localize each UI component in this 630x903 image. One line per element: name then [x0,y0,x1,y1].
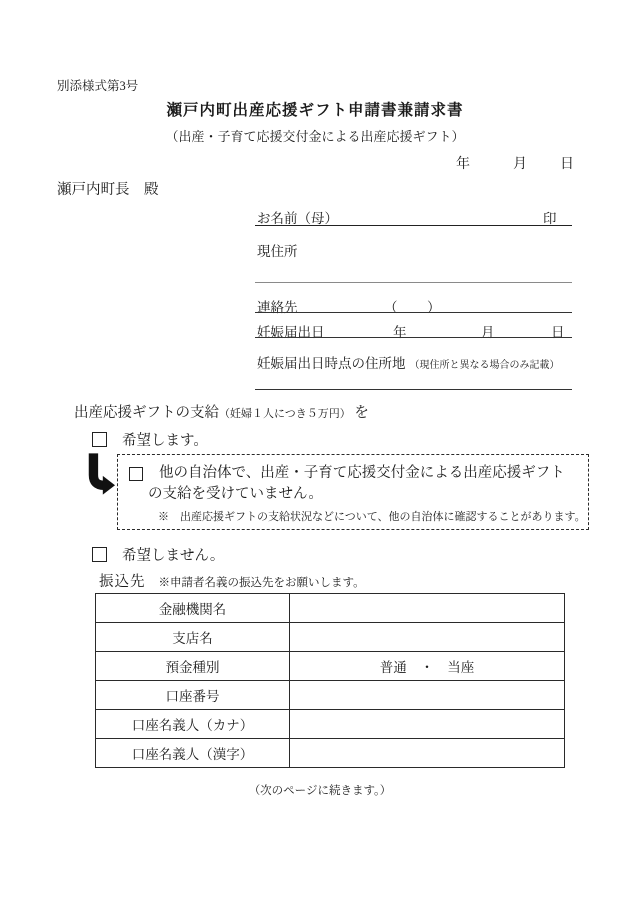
transfer-heading: 振込先 [99,574,146,590]
row-value-cell [290,739,565,768]
table-row [96,739,565,768]
name-label: お名前（母） [257,211,338,226]
declaration-line2: の支給を受けていません。 [148,486,323,502]
row-value-cell [290,623,565,652]
option-no-label: 希望しません。 [122,548,225,564]
contact-label: 連絡先 [257,300,298,315]
transfer-heading-note: ※申請者名義の振込先をお願いします。 [158,577,365,589]
contact-underline [255,312,572,313]
date-year-label: 年 [456,157,470,172]
row-value-cell: 普通 ・ 当座 [290,652,565,681]
address-underline [255,282,572,283]
row-label-cell: 金融機関名 [96,594,290,623]
gift-heading-suffix: を [354,405,369,421]
pregnancy-date-year: 年 [393,325,407,340]
declaration-box [117,454,589,530]
row-label-cell: 口座番号 [96,681,290,710]
bank-transfer-table [95,593,565,768]
address-label: 現住所 [257,244,298,259]
contact-paren-open: （ [384,300,398,315]
addressee: 瀬戸内町長 殿 [57,182,159,198]
pregnancy-date-label: 妊娠届出日 [257,325,325,340]
transfer-heading-row [99,570,365,591]
down-right-arrow-icon [85,450,115,498]
table-row [96,652,565,681]
form-number: 別添様式第3号 [57,79,139,93]
pregnancy-address-underline [255,389,572,390]
table-row [96,594,565,623]
checkbox-wish-yes [92,432,107,447]
checkbox-wish-no [92,547,107,562]
gift-heading-note: （妊婦１人につき５万円） [219,408,351,420]
contact-paren-close: ） [427,300,441,315]
declaration-note: ※ 出産応援ギフトの支給状況などについて、他の自治体に確認することがあります。 [158,511,586,523]
date-day-label: 日 [560,157,574,172]
checkbox-declaration [129,467,143,481]
row-value-cell [290,594,565,623]
seal-label: 印 [543,211,557,226]
pregnancy-address-note: （現住所と異なる場合のみ記載） [409,360,560,371]
date-month-label: 月 [513,157,527,172]
table-row [96,623,565,652]
pregnancy-date-underline [255,337,572,338]
row-label-cell: 口座名義人（カナ） [96,710,290,739]
row-value-cell [290,681,565,710]
table-row [96,710,565,739]
page-title: 瀬戸内町出産応援ギフト申請書兼請求書 [166,102,464,119]
table-row [96,681,565,710]
row-label-cell: 支店名 [96,623,290,652]
declaration-line1: 他の自治体で、出産・子育て応援交付金による出産応援ギフト [159,465,565,481]
pregnancy-address-row [257,352,560,373]
name-underline [255,225,572,226]
page-subtitle: （出産・子育て応援交付金による出産応援ギフト） [165,129,465,144]
pregnancy-date-day: 日 [551,325,565,340]
pregnancy-address-label: 妊娠届出日時点の住所地 [257,356,406,371]
gift-section-heading [74,401,369,422]
row-label-cell: 口座名義人（漢字） [96,739,290,768]
row-value-cell [290,710,565,739]
option-yes-label: 希望します。 [122,433,208,449]
continuation-note: （次のページに続きます。） [248,785,392,797]
row-label-cell: 預金種別 [96,652,290,681]
gift-heading-main: 出産応援ギフトの支給 [74,405,219,421]
pregnancy-date-month: 月 [481,325,495,340]
